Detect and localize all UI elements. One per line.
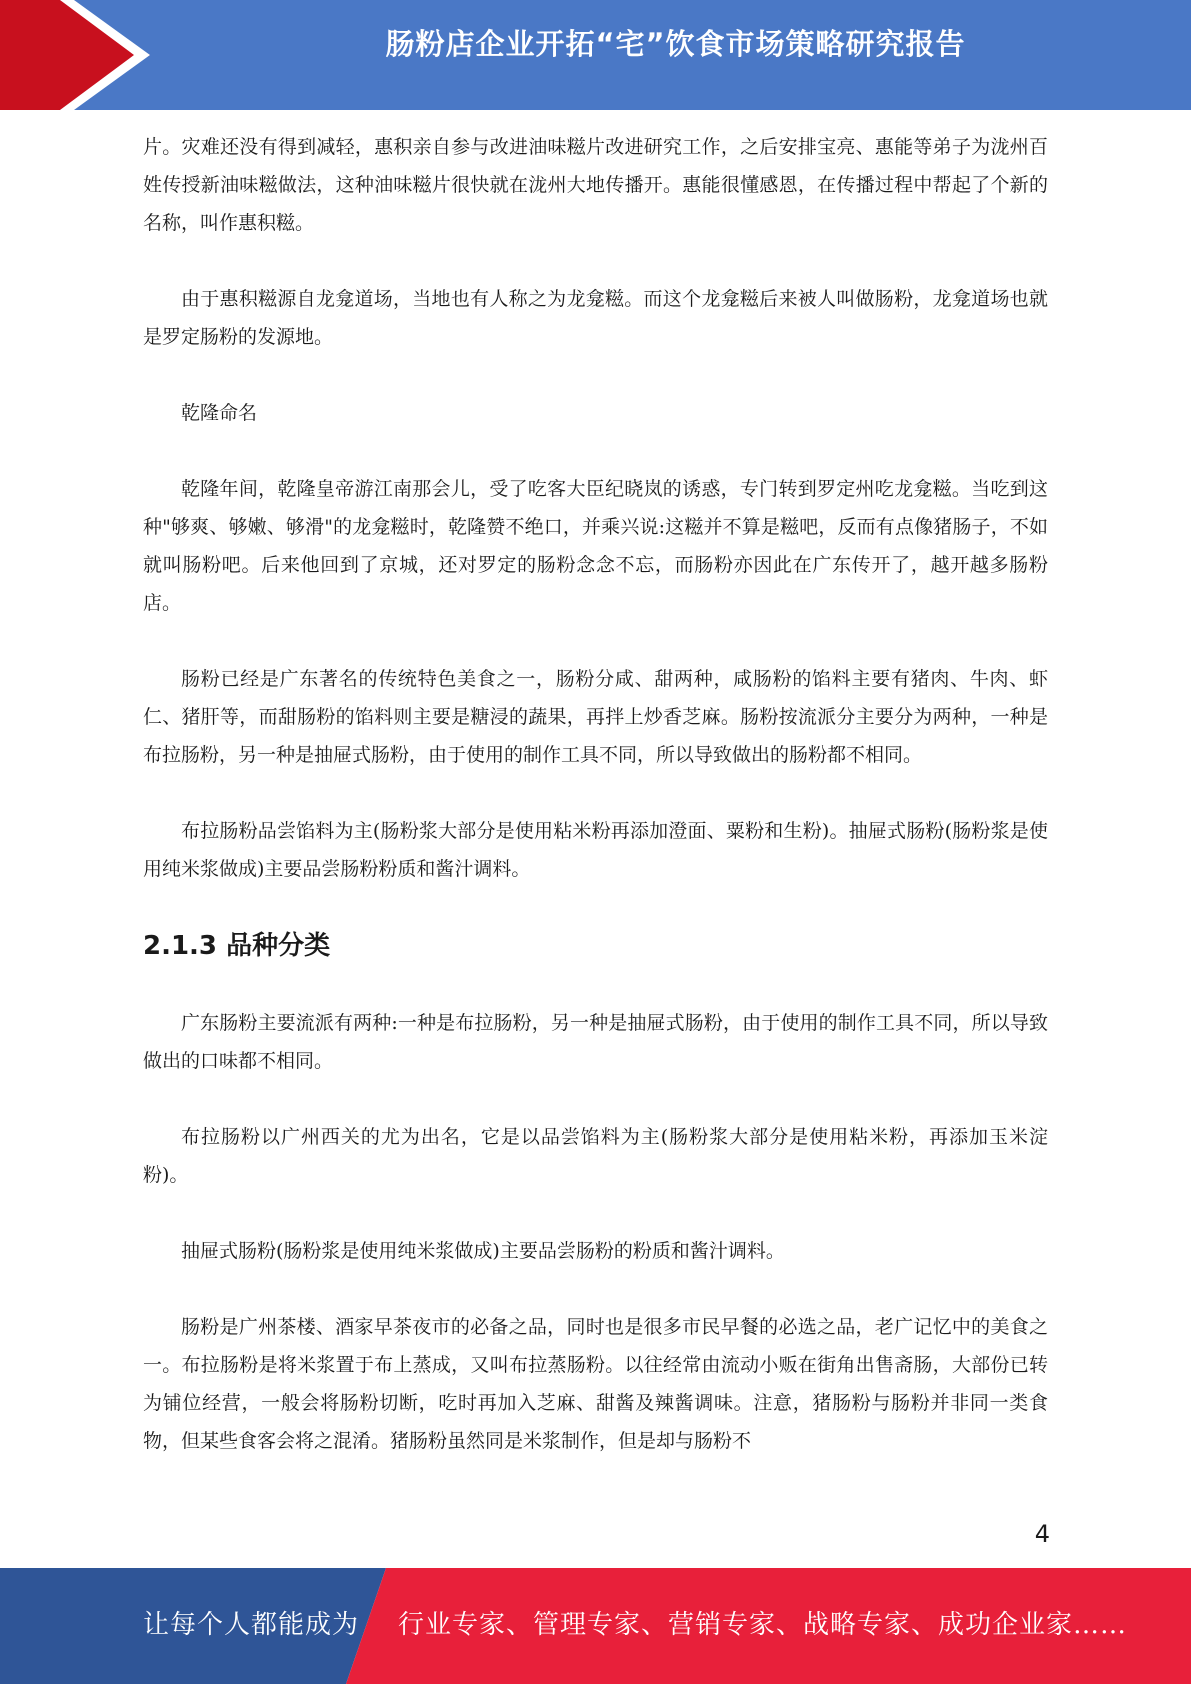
paragraph: 抽屉式肠粉(肠粉浆是使用纯米浆做成)主要品尝肠粉的粉质和酱汁调料。 bbox=[181, 1240, 785, 1262]
footer-slogan-left: 让每个人都能成为 bbox=[143, 1610, 360, 1640]
section-heading: 2.1.3 品种分类 bbox=[143, 931, 331, 961]
footer-slogan-right: 行业专家、管理专家、营销专家、战略专家、成功企业家…… bbox=[398, 1610, 1128, 1640]
page-footer bbox=[0, 1568, 1191, 1684]
page-number: 4 bbox=[1034, 1520, 1050, 1548]
subheading-paragraph: 乾隆命名 bbox=[181, 402, 258, 424]
paragraph: 布拉肠粉品尝馅料为主(肠粉浆大部分是使用粘米粉再添加澄面、粟粉和生粉)。抽屉式肠粉(肠粉浆是使用纯米浆做成)主要品尝肠粉粉质和酱汁调料。 bbox=[143, 820, 1048, 880]
paragraph: 肠粉已经是广东著名的传统特色美食之一，肠粉分咸、甜两种，咸肠粉的馅料主要有猪肉、牛肉、虾仁、猪肝等，而甜肠粉的馅料则主要是糖浸的蔬果，再拌上炒香芝麻。肠粉按流派分主要分为两种，一种是布拉肠粉，另一种是抽屉式肠粉，由于使用的制作工具不同，所以导致做出的肠粉都不相同。 bbox=[143, 668, 1048, 766]
page-header bbox=[0, 0, 1191, 110]
paragraph: 由于惠积糍源自龙龛道场，当地也有人称之为龙龛糍。而这个龙龛糍后来被人叫做肠粉，龙龛道场也就是罗定肠粉的发源地。 bbox=[143, 288, 1048, 348]
paragraph: 布拉肠粉以广州西关的尤为出名，它是以品尝馅料为主(肠粉浆大部分是使用粘米粉，再添加玉米淀粉)。 bbox=[143, 1126, 1048, 1186]
paragraph: 肠粉是广州茶楼、酒家早茶夜市的必备之品，同时也是很多市民早餐的必选之品，老广记忆中的美食之一。布拉肠粉是将米浆置于布上蒸成，又叫布拉蒸肠粉。以往经常由流动小贩在街角出售斋肠，大部份已转为铺位经营，一般会将肠粉切断，吃时再加入芝麻、甜酱及辣酱调味。注意，猪肠粉与肠粉并非同一类食物，但某些食客会将之混淆。猪肠粉虽然同是米浆制作，但是却与肠粉不 bbox=[143, 1316, 1048, 1452]
paragraph: 广东肠粉主要流派有两种:一种是布拉肠粉，另一种是抽屉式肠粉，由于使用的制作工具不同，所以导致做出的口味都不相同。 bbox=[143, 1012, 1048, 1072]
document-title: 肠粉店企业开拓“宅”饮食市场策略研究报告 bbox=[385, 27, 966, 61]
paragraph: 乾隆年间，乾隆皇帝游江南那会儿，受了吃客大臣纪晓岚的诱惑，专门转到罗定州吃龙龛糍。当吃到这种"够爽、够嫩、够滑"的龙龛糍时，乾隆赞不绝口，并乘兴说:这糍并不算是糍吧，反而有点像猪肠子，不如就叫肠粉吧。后来他回到了京城，还对罗定的肠粉念念不忘，而肠粉亦因此在广东传开了，越开越多肠粉店。 bbox=[143, 478, 1048, 614]
page-content bbox=[143, 128, 1048, 1498]
paragraph: 片。灾难还没有得到减轻，惠积亲自参与改进油味糍片改进研究工作，之后安排宝亮、惠能等弟子为泷州百姓传授新油味糍做法，这种油味糍片很快就在泷州大地传播开。惠能很懂感恩，在传播过程中帮起了个新的名称，叫作惠积糍。 bbox=[143, 136, 1048, 234]
